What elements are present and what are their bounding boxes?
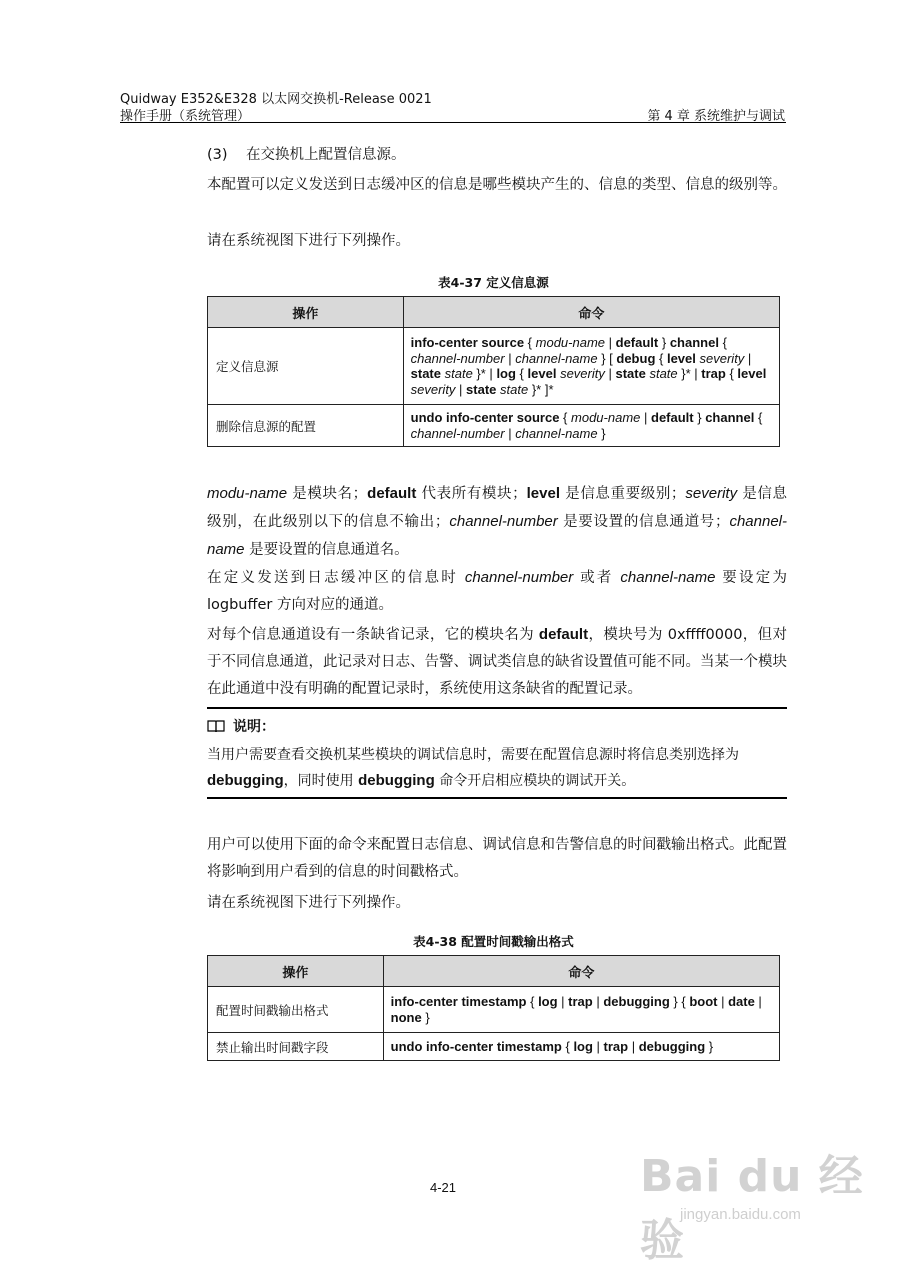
text: 或者 [573, 570, 621, 586]
table1-row1-cmd: info-center source { modu-name | default } channel { channel-number | channel-name } [ debug { level severity | state state }* | log { level severity | state state }* | trap { level severity | state state }* ]* [403, 328, 779, 405]
timestamp-instruction: 请在系统视图下进行下列操作。 [207, 895, 410, 911]
table-row [208, 987, 780, 1033]
note-body [207, 742, 787, 794]
table2-header-cmd: 命令 [383, 956, 779, 987]
section-heading [207, 142, 787, 169]
text: ，同时使用 [283, 773, 359, 789]
table1-header-cmd: 命令 [403, 297, 779, 328]
section-number: (3) [207, 147, 228, 163]
table1-header-op: 操作 [208, 297, 404, 328]
section-title: 在交换机上配置信息源。 [245, 147, 406, 163]
term-debugging: debugging [207, 772, 284, 789]
table1-header-row [208, 297, 780, 328]
table2-row1-op: 配置时间戳输出格式 [208, 987, 384, 1033]
table2-header-row [208, 956, 780, 987]
term-default: default [367, 485, 417, 502]
table2-row1-cmd: info-center timestamp { log | trap | debugging } { boot | date | none } [383, 987, 779, 1033]
table-row [208, 405, 780, 447]
table2-caption: 表4-38 配置时间戳输出格式 [413, 934, 574, 949]
section-intro: 本配置可以定义发送到日志缓冲区的信息是哪些模块产生的、信息的类型、信息的级别等。 [207, 177, 787, 193]
note-title: 说明： [233, 719, 275, 735]
term-channel-number: channel-number [449, 513, 558, 530]
text: 是信息级别，在此级别以下的信息不输出； [207, 486, 788, 530]
text: 在定义发送到日志缓冲区的信息时 [207, 570, 465, 586]
page-number: 4-21 [430, 1180, 457, 1195]
term-debugging: debugging [358, 772, 435, 789]
section-instruction: 请在系统视图下进行下列操作。 [207, 233, 410, 249]
text: 是要设置的信息通道号； [557, 514, 730, 530]
text: 是要设置的信息通道名。 [244, 542, 409, 558]
term-channel-name: channel-name [207, 513, 788, 558]
table-row [208, 328, 780, 405]
text: ，模块号为 0xffff0000，但对于不同信息通道，此记录对日志、告警、调试类信息的缺省设置值可能不同。当某一个模块在此通道中没有明确的配置记录时，系统使用这条缺省的配置记录。 [207, 627, 788, 697]
text: 对每个信息通道设有一条缺省记录，它的模块名为 [207, 627, 539, 643]
table-row [208, 1033, 780, 1061]
header-title: Quidway E352&E328 以太网交换机-Release 0021 [120, 92, 432, 107]
table2-row2-cmd: undo info-center timestamp { log | trap | debugging } [383, 1033, 779, 1061]
term-channel-name: channel-name [620, 569, 716, 586]
table1-caption: 表4-37 定义信息源 [438, 275, 549, 290]
note-bottom-rule [207, 797, 787, 799]
note-top-rule [207, 707, 787, 709]
default-record-description [207, 621, 787, 703]
term-level: level [526, 485, 561, 502]
text: 命令开启相应模块的调试开关。 [434, 773, 636, 789]
text: 是模块名； [287, 486, 368, 502]
table1-row2-op: 删除信息源的配置 [208, 405, 404, 447]
watermark [640, 1140, 870, 1266]
param-description [207, 480, 787, 564]
logbuffer-note [207, 564, 787, 619]
table1 [207, 296, 780, 447]
header-chapter: 第 4 章 系统维护与调试 [647, 109, 785, 124]
term-modu-name: modu-name [207, 485, 288, 502]
text: 代表所有模块； [416, 486, 527, 502]
header-manual: 操作手册（系统管理） [120, 109, 251, 124]
timestamp-intro: 用户可以使用下面的命令来配置日志信息、调试信息和告警信息的时间戳输出格式。此配置将影响到用户看到的信息的时间戳格式。 [207, 837, 787, 880]
table2-header-op: 操作 [208, 956, 384, 987]
watermark-url: jingyan.baidu.com [680, 1206, 801, 1223]
text: 要设定为 logbuffer 方向对应的通道。 [207, 570, 788, 613]
text: 当用户需要查看交换机某些模块的调试信息时，需要在配置信息源时将信息类别选择为 [207, 747, 739, 763]
term-channel-number: channel-number [464, 569, 574, 586]
table1-row1-op: 定义信息源 [208, 328, 404, 405]
term-default: default [538, 626, 589, 643]
header-divider [120, 122, 786, 123]
table2-row2-op: 禁止输出时间戳字段 [208, 1033, 384, 1061]
text: 是信息重要级别； [560, 486, 686, 502]
book-icon [207, 719, 225, 733]
note-heading [207, 716, 275, 736]
table2 [207, 955, 780, 1061]
term-severity: severity [685, 485, 738, 502]
table1-row2-cmd: undo info-center source { modu-name | default } channel { channel-number | channel-name } [403, 405, 779, 447]
watermark-logo: Bai du 经验 [640, 1151, 864, 1266]
